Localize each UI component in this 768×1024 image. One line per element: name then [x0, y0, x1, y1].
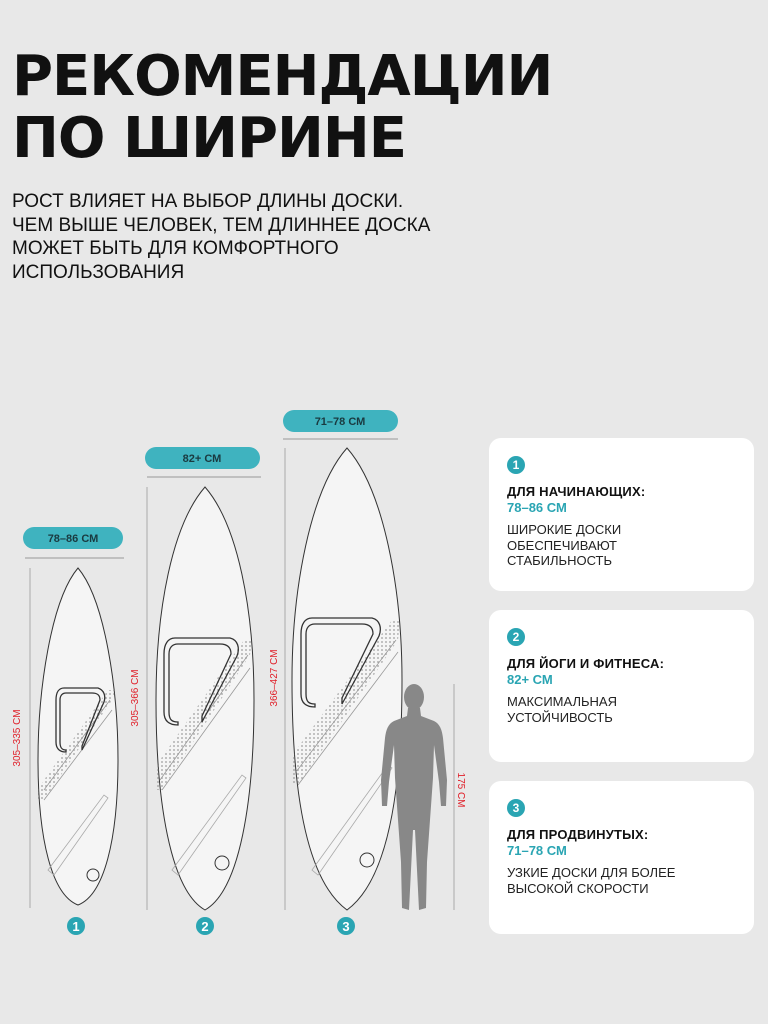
- board-1-number: 1: [72, 919, 80, 934]
- card-1-desc-line-1: ШИРОКИЕ ДОСКИ: [507, 522, 622, 537]
- card-1-desc-line-3: СТАБИЛЬНОСТЬ: [507, 553, 613, 568]
- board-1-width-label: 78–86 СМ: [47, 533, 99, 545]
- board-1: [12, 527, 124, 935]
- board-2-width-label: 82+ СМ: [182, 453, 222, 465]
- card-3-desc-line-2: ВЫСОКОЙ СКОРОСТИ: [507, 880, 649, 896]
- card-2-desc-line-1: МАКСИМАЛЬНАЯ: [507, 694, 617, 709]
- card-advanced: [489, 781, 754, 934]
- card-3-description: [507, 865, 737, 896]
- person-height-label: 175 СМ: [455, 772, 466, 808]
- card-3-value: 71–78 СМ: [507, 843, 567, 858]
- card-3-heading: ДЛЯ ПРОДВИНУТЫХ:: [507, 827, 649, 842]
- board-3-shape: [292, 448, 402, 910]
- board-3-width-label: 71–78 СМ: [314, 416, 366, 428]
- board-3-number: 3: [342, 919, 350, 934]
- board-3: [269, 410, 402, 935]
- card-3-desc-line-1: УЗКИЕ ДОСКИ ДЛЯ БОЛЕЕ: [507, 865, 676, 880]
- board-2-length-label: 305–366 СМ: [130, 669, 141, 727]
- card-1-description: [507, 522, 737, 569]
- card-1-number: 1: [507, 456, 525, 474]
- subtitle-line-2: ЧЕМ ВЫШЕ ЧЕЛОВЕК, ТЕМ ДЛИННЕЕ ДОСКА: [12, 214, 431, 236]
- card-1-heading: ДЛЯ НАЧИНАЮЩИХ:: [507, 484, 646, 499]
- subtitle-line-1: РОСТ ВЛИЯЕТ НА ВЫБОР ДЛИНЫ ДОСКИ.: [12, 191, 404, 212]
- title-line-1: РЕКОМЕНДАЦИИ: [12, 44, 553, 109]
- board-3-length-label: 366–427 СМ: [269, 649, 280, 707]
- subtitle-line-3: МОЖЕТ БЫТЬ ДЛЯ КОМФОРТНОГО: [12, 238, 339, 259]
- card-2-number: 2: [507, 628, 525, 646]
- card-beginners: [489, 438, 754, 591]
- card-2-description: [507, 694, 737, 725]
- card-yoga-fitness: [489, 610, 754, 762]
- card-3-number: 3: [507, 799, 525, 817]
- subtitle-line-4: ИСПОЛЬЗОВАНИЯ: [12, 261, 185, 283]
- board-2: [130, 447, 261, 935]
- card-1-value: 78–86 СМ: [507, 500, 567, 515]
- card-2-desc-line-2: УСТОЙЧИВОСТЬ: [507, 709, 613, 725]
- person-head: [404, 684, 424, 710]
- board-2-number: 2: [201, 919, 209, 934]
- title-line-2: ПО ШИРИНЕ: [12, 106, 407, 171]
- card-2-value: 82+ СМ: [507, 672, 553, 687]
- card-1-desc-line-2: ОБЕСПЕЧИВАЮТ: [507, 537, 617, 553]
- board-1-length-label: 305–335 СМ: [12, 709, 23, 767]
- card-2-heading: ДЛЯ ЙОГИ И ФИТНЕСА:: [507, 656, 665, 671]
